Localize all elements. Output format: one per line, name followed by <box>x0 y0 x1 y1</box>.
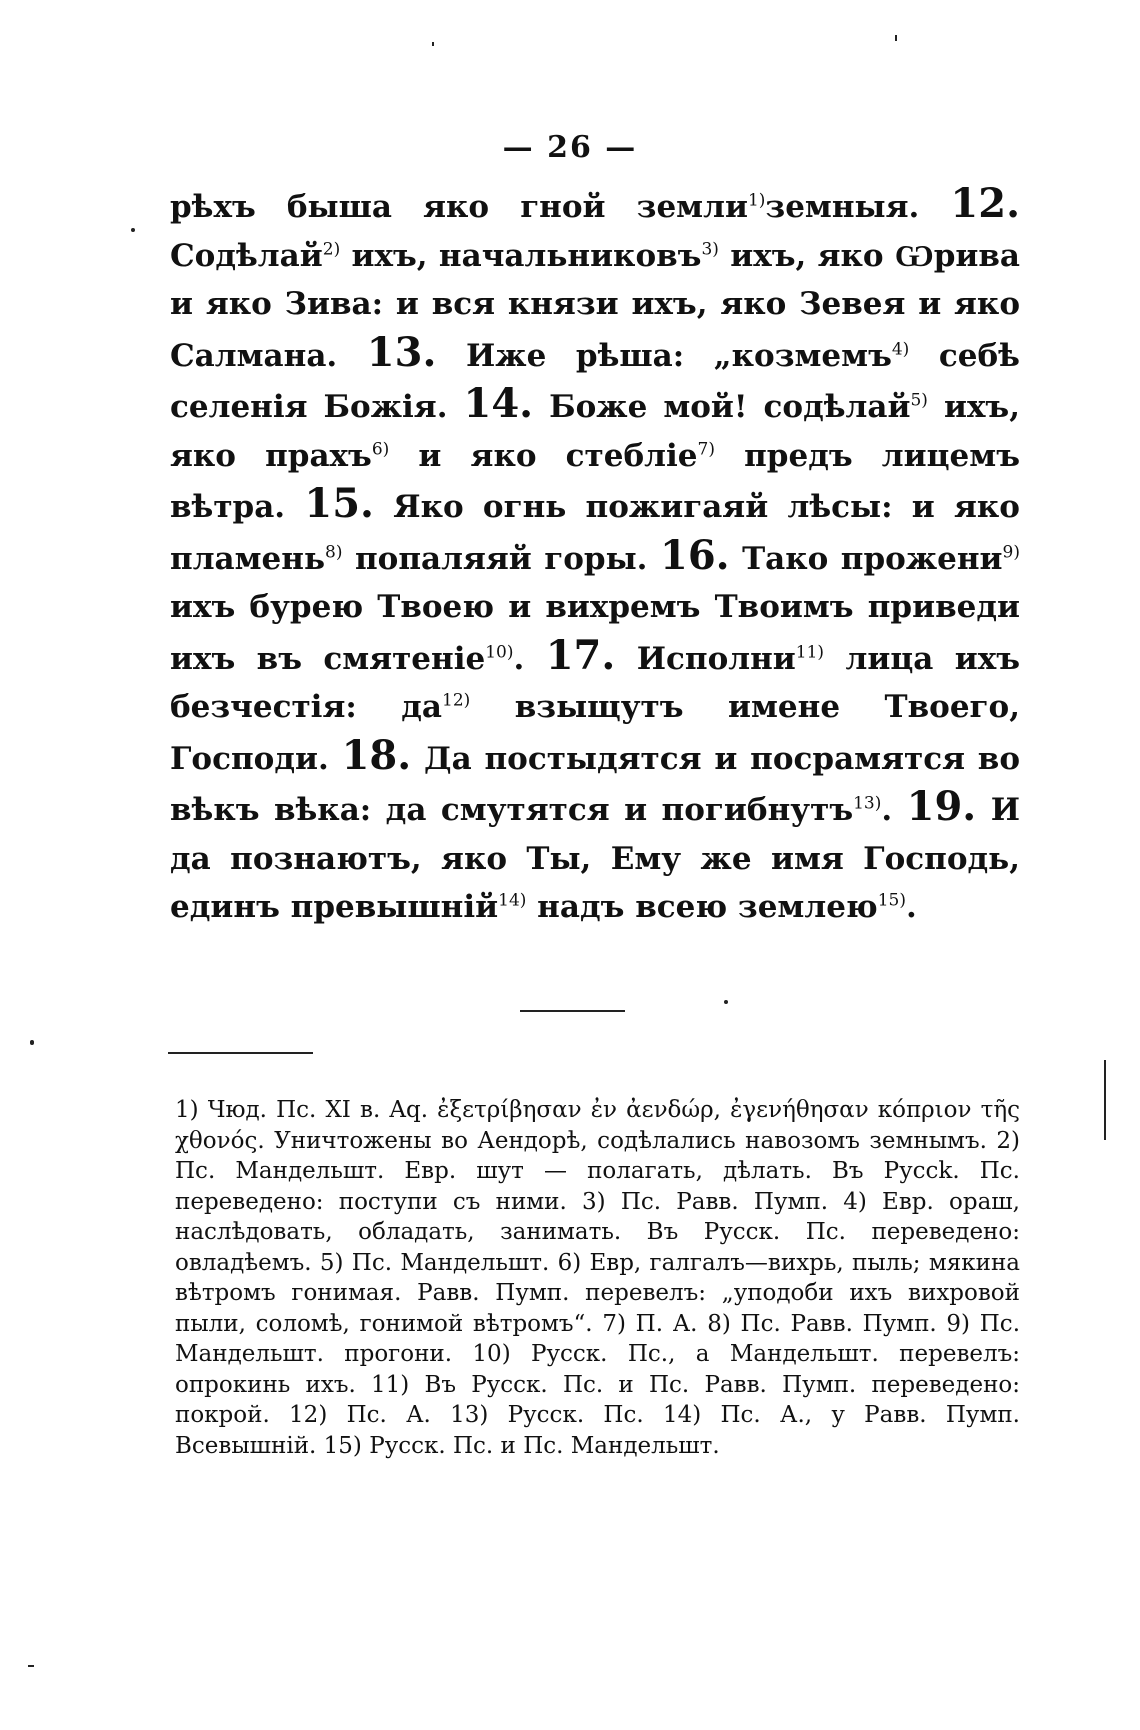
verse-text: И да познаютъ, яко Ты, Ему же имя Господь, единъ превышній <box>170 792 1020 925</box>
verse-number: 15. <box>304 480 374 527</box>
footnote-ref: 9) <box>1002 542 1020 563</box>
verse-text: Исполни <box>615 640 796 677</box>
verse-text: и яко стебліе <box>389 437 698 474</box>
verse-number: 16. <box>659 531 730 579</box>
footnote-ref: 11) <box>795 642 825 663</box>
verse-text: ихъ бурею Твоею и вихремъ Твоимъ приведи ихъ въ смятеніе <box>170 589 1020 677</box>
psalm-text <box>170 180 1020 932</box>
footnote-paragraph: 1) Чюд. Пс. XI в. Aq. ἐξετρίβησαν ἐν ἀενδώρ, ἐγενήθησαν κόπριον τῆς χθονός. Уничтожены во Аендорѣ, содѣлались навозомъ земнымъ. 2) Пс. Мандельшт. Евр. шут — полагать, дѣлать. Въ Руссk. Пс. переведено: поступи съ ними. 3) Пс. Равв. Пумп. 4) Евр. ораш, наслѣдовать, обладать, занимать. Въ Русск. Пс. переведено: овладѣемъ. 5) Пс. Мандельшт. 6) Евр, галгалъ—вихрь, пыль; мякина вѣтромъ гонимая. Равв. Пумп. перевелъ: „уподоби ихъ вихровой пыли, соломѣ, гонимой вѣтромъ“. 7) П. А. 8) Пс. Равв. Пумп. 9) Пс. Мандельшт. прогони. 10) Русск. Пс., а Мандельшт. перевелъ: опрокинь ихъ. 11) Въ Русск. Пс. и Пс. Равв. Пумп. переведено: покрой. 12) Пс. А. 13) Русск. Пс. 14) Пс. А., у Равв. Пумп. Всевышній. 15) Русск. Пс. и Пс. Мандельшт. <box>175 1097 1020 1459</box>
verse-paragraph <box>170 180 1020 932</box>
verse-text: . <box>905 889 917 925</box>
verse-number: 12. <box>950 180 1021 227</box>
margin-speck <box>28 1665 34 1667</box>
verse-text: попаляяй горы. <box>342 540 660 577</box>
verse-number: 13. <box>366 328 437 376</box>
verse-text: . <box>881 792 907 828</box>
verse-text: земныя. <box>765 189 951 225</box>
verse-number: 17. <box>545 631 616 679</box>
footnote-ref: 13) <box>853 793 882 814</box>
verse-number: 18. <box>341 731 412 779</box>
footnote-ref: 6) <box>371 439 390 460</box>
footnote-divider <box>168 1052 313 1054</box>
footnote-ref: 2) <box>322 239 341 260</box>
verse-text: . <box>513 640 546 677</box>
verse-text: предъ лицемъ вѣтра. <box>170 437 1020 525</box>
margin-speck <box>30 1040 34 1045</box>
margin-speck <box>895 35 897 41</box>
footnote-ref: 10) <box>485 642 514 663</box>
footnote-ref: 3) <box>701 239 719 260</box>
footnote-ref: 14) <box>498 890 527 911</box>
footnote-ref: 15) <box>877 890 906 911</box>
verse-text: ихъ, яко Ѡрива и яко Зива: и вся князи ихъ, яко Зевея и яко Салмана. <box>170 237 1020 374</box>
verse-text: себѣ селенія Божія. <box>170 337 1020 425</box>
verse-text: рѣхъ быша яко гной земли <box>170 189 748 225</box>
verse-text: ихъ, начальниковъ <box>340 237 702 274</box>
verse-text: лица ихъ безчестія: да <box>170 640 1020 725</box>
page-number: — 26 — <box>502 130 638 165</box>
margin-speck <box>432 42 434 46</box>
verse-text: Боже мой! содѣлай <box>533 389 911 425</box>
footnote-ref: 1) <box>747 190 766 211</box>
footnote-ref: 4) <box>891 339 910 360</box>
verse-text: Да постыдятся и посрамятся во вѣкъ вѣка: да смутятся и погибнутъ <box>170 740 1021 828</box>
verse-text: надъ всею землею <box>526 889 878 925</box>
verse-number: 14. <box>463 380 534 427</box>
margin-speck <box>131 228 135 232</box>
verse-text: Иже рѣша: „козмемъ <box>436 337 892 374</box>
footnote-ref: 12) <box>442 690 471 711</box>
footnote-ref: 5) <box>910 390 928 411</box>
margin-speck <box>724 1000 728 1004</box>
footnotes <box>175 1095 1020 1461</box>
margin-line <box>1104 1060 1106 1140</box>
footnote-ref: 7) <box>697 439 715 460</box>
footnote-ref: 8) <box>325 542 343 563</box>
verse-text: Яко огнь пожигаяй лѣсы: и яко пламень <box>170 489 1020 577</box>
verse-text: взыщутъ имене Твоего, Господи. <box>170 689 1021 777</box>
verse-text: ихъ, яко прахъ <box>170 389 1020 474</box>
verse-text: Содѣлай <box>170 237 323 274</box>
verse-number: 19. <box>906 783 977 830</box>
verse-text: Тако прожени <box>729 540 1003 577</box>
section-divider <box>520 1010 625 1012</box>
